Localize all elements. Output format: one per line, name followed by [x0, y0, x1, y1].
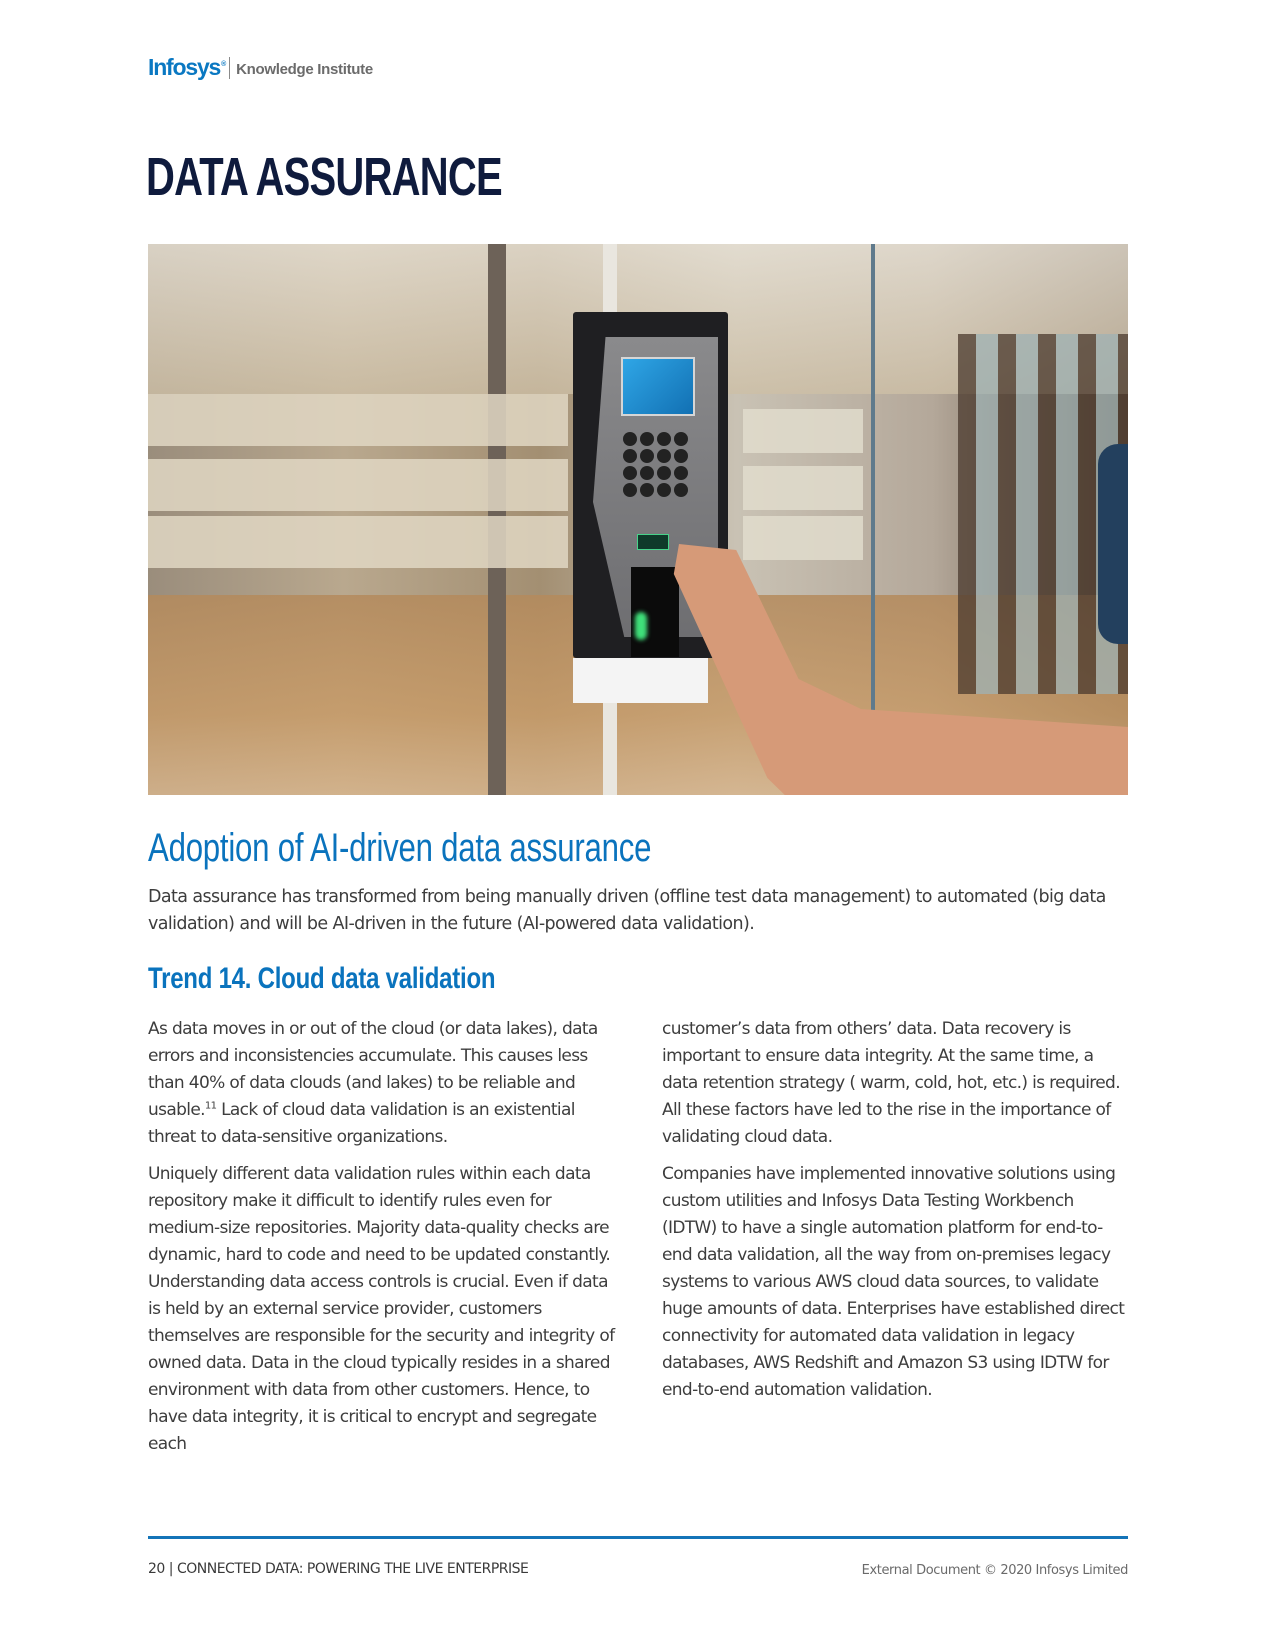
- keypad-key: [623, 483, 637, 497]
- left-paragraph-1: As data moves in or out of the cloud (or data lakes), data errors and inconsistencies accumulate. This causes less than 40% of data clouds (and lakes) to be reliable and usable.$^{11}$ Lack of cloud data validation is an existential threat to data-sensitive organizations.: [148, 1019, 598, 1147]
- page-title: DATA ASSURANCE: [146, 147, 502, 207]
- photo-label-sticker: [573, 658, 708, 703]
- registered-mark: ®: [221, 61, 226, 69]
- hero-photo-fingerprint-scanner: [148, 244, 1128, 795]
- footnote-reference[interactable]: 11: [204, 1100, 217, 1112]
- keypad-key: [623, 432, 637, 446]
- logo-divider: [229, 57, 230, 79]
- photo-frosted-band: [743, 516, 863, 560]
- keypad-key: [623, 466, 637, 480]
- photo-frosted-band: [148, 516, 568, 568]
- right-paragraph-1: customer’s data from others’ data. Data recovery is important to ensure data integrity. At the same time, a data retention strategy ( warm, cold, hot, etc.) is required. All these factors have led to the rise in the importance of validating cloud data.: [662, 1019, 1120, 1147]
- device-status-led: [637, 534, 669, 550]
- photo-frosted-band: [148, 394, 568, 446]
- right-paragraph-2: Companies have implemented innovative solutions using custom utilities and Infosys Data Testing Workbench (IDTW) to have a single automation platform for end-to-end data validation, all the way from on-premises legacy systems to various AWS cloud data sources, to validate huge amounts of data. Enterprises have established direct connectivity for automated data validation in legacy databases, AWS Redshift and Amazon S3 using IDTW for end-to-end automation validation.: [662, 1164, 1125, 1400]
- right-column: [662, 1016, 1132, 1414]
- photo-frosted-band: [743, 466, 863, 510]
- keypad-key: [674, 466, 688, 480]
- fingerprint-glow: [635, 612, 647, 640]
- device-keypad: [623, 432, 688, 497]
- keypad-key: [640, 432, 654, 446]
- footer-publication: [148, 1561, 528, 1577]
- photo-frosted-band: [148, 459, 568, 511]
- footer-separator: |: [168, 1561, 173, 1577]
- publication-title: CONNECTED DATA: POWERING THE LIVE ENTERPRISE: [176, 1561, 529, 1577]
- keypad-key: [674, 432, 688, 446]
- left-paragraph-2: Uniquely different data validation rules within each data repository make it difficult to identify rules even for medium-size repositories. Majority data-quality checks are dynamic, hard to code and need to be updated constantly. Understanding data access controls is crucial. Even if data is held by an external service provider, customers themselves are responsible for the security and integrity of owned data. Data in the cloud typically resides in a shared environment with data from other customers. Hence, to have data integrity, it is critical to encrypt and segregate each: [148, 1164, 615, 1454]
- keypad-key: [674, 449, 688, 463]
- keypad-key: [657, 432, 671, 446]
- footer-divider: [148, 1536, 1128, 1539]
- logo-brand: Infosys®: [148, 54, 226, 80]
- keypad-key: [657, 449, 671, 463]
- logo-subtitle: Knowledge Institute: [236, 61, 373, 78]
- section-heading: Adoption of AI-driven data assurance: [148, 826, 652, 870]
- infosys-knowledge-institute-logo: [148, 54, 373, 81]
- trend-heading: Trend 14. Cloud data validation: [148, 962, 496, 995]
- device-screen: [621, 357, 695, 416]
- keypad-key: [657, 466, 671, 480]
- keypad-key: [640, 449, 654, 463]
- photo-sleeve: [1098, 444, 1128, 644]
- keypad-key: [674, 483, 688, 497]
- footer-copyright: External Document © 2020 Infosys Limited: [861, 1563, 1128, 1578]
- keypad-key: [623, 449, 637, 463]
- page-number: 20: [148, 1561, 165, 1577]
- photo-frosted-band: [743, 409, 863, 453]
- left-column: [148, 1016, 618, 1468]
- keypad-key: [640, 483, 654, 497]
- keypad-key: [640, 466, 654, 480]
- section-intro: Data assurance has transformed from being manually driven (offline test data management) to automated (big data validation) and will be AI-driven in the future (AI-powered data validation).: [148, 887, 1106, 934]
- keypad-key: [657, 483, 671, 497]
